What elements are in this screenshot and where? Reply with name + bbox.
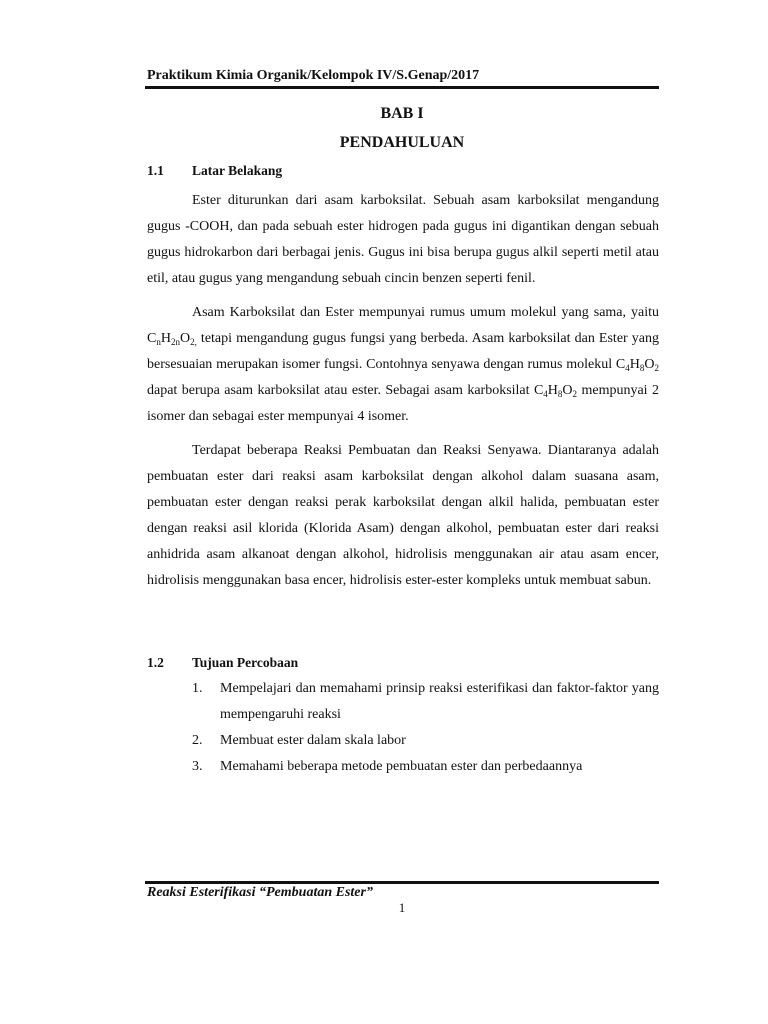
section-heading-1-1	[147, 163, 282, 179]
paragraph-reactions: Terdapat beberapa Reaksi Pembuatan dan Reaksi Senyawa. Diantaranya adalah pembuatan ester dari reaksi asam karboksilat dengan alkohol dalam suasana asam, pembuatan ester dengan reaksi perak karboksilat dengan alkil halida, pembuatan ester dengan reaksi asil klorida (Klorida Asam) dengan alkohol, pembuatan ester dari reaksi anhidrida asam alkanoat dengan alkohol, hidrolisis menggunakan air atau asam encer, hidrolisis menggunakan basa encer, hidrolisis ester-ester kompleks untuk membuat sabun.	[147, 443, 659, 588]
chapter-label: BAB I	[380, 105, 424, 122]
list-item: 1. Mempelajari dan memahami prinsip reaksi esterifikasi dan faktor-faktor yang mempengaruhi reaksi	[192, 681, 659, 722]
header-rule	[145, 86, 659, 89]
page-number: 1	[398, 900, 406, 915]
chapter-title: PENDAHULUAN	[339, 134, 465, 151]
list-item: 2. Membuat ester dalam skala labor	[192, 733, 406, 748]
section-title: Tujuan Percobaan	[192, 655, 299, 670]
section-title: Latar Belakang	[192, 163, 283, 178]
paragraph-ester-intro: Ester diturunkan dari asam karboksilat. Sebuah asam karboksilat mengandung gugus -COOH, dan pada sebuah ester hidrogen pada gugus ini digantikan dengan sebuah gugus hidrokarbon dari berbagai jenis. Gugus ini bisa berupa gugus alkil seperti metil atau etil, atau gugus yang mengandung sebuah cincin benzen seperti fenil.	[147, 193, 659, 286]
paragraph-formula: Asam Karboksilat dan Ester mempunyai rumus umum molekul yang sama, yaitu $C_nH_{2n}O_{2,}$ tetapi mengandung gugus fungsi yang berbeda. Asam karboksilat dan Ester yang bersesuaian merupakan isomer fungsi. Contohnya senyawa dengan rumus molekul $C_4H_8O_2$ dapat berupa asam karboksilat atau ester. Sebagai asam karboksilat $C_4H_8O_2$ mempunyai 2 isomer dan sebagai ester mempunyai 4 isomer.	[147, 305, 659, 424]
section-1-1-body	[147, 188, 659, 602]
objectives-list	[192, 676, 659, 780]
section-number: 1.2	[147, 655, 164, 670]
running-footer: Reaksi Esterifikasi “Pembuatan Ester”	[147, 885, 373, 900]
footer-rule	[145, 881, 659, 884]
running-header: Praktikum Kimia Organik/Kelompok IV/S.Genap/2017	[147, 68, 480, 83]
section-number: 1.1	[147, 163, 164, 178]
list-item: 3. Memahami beberapa metode pembuatan ester dan perbedaannya	[192, 759, 583, 774]
section-heading-1-2	[147, 655, 298, 671]
